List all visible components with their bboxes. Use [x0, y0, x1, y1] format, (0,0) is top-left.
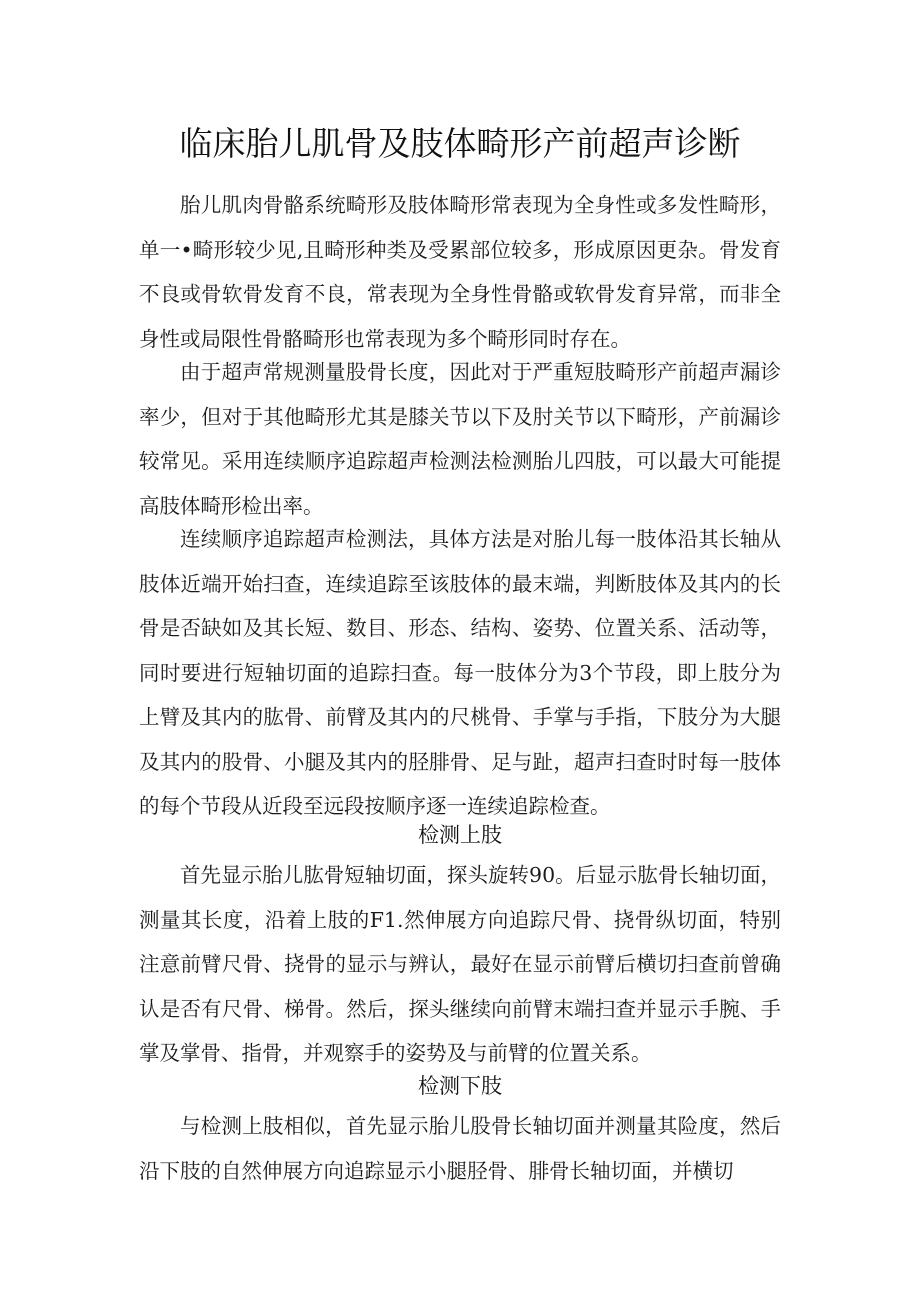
paragraph-tracking-method: 连续顺序追踪超声检测法，具体方法是对胎儿每一肢体沿其长轴从肢体近端开始扫查，连续追踪至该肢体的最末端，判断肢体及其内的长骨是否缺如及其长短、数目、形态、结构、姿势、位置关系、活动等，同时要进行短轴切面的追踪扫查。每一肢体分为3个节段，即上肢分为上臂及其内的肱骨、前臂及其内的尺桃骨、手掌与手指，下肢分为大腿及其内的股骨、小腿及其内的胫腓骨、足与趾，超声扫查时时每一肢体的每个节段从近段至远段按顺序逐一连续追踪检查。	[139, 527, 781, 818]
section-heading-lower-limb: 检测下肢	[418, 1074, 502, 1098]
document-title: 临床胎儿肌骨及肢体畸形产前超声诊断	[179, 124, 741, 163]
paragraph-upper-limb: 首先显示胎儿肱骨短轴切面，探头旋转90。后显示肱骨长轴切面，测量其长度，沿着上肢的F1.然伸展方向追踪尺骨、挠骨纵切面，特别注意前臂尺骨、挠骨的显示与辨认，最好在显示前臂后横切扫查前曾确认是否有尺骨、梯骨。然后，探头继续向前臂末端扫查并显示手腕、手掌及掌骨、指骨，并观察手的姿势及与前臂的位置关系。	[139, 863, 781, 1065]
paragraph-lower-limb: 与检测上肢相似，首先显示胎儿股骨长轴切面并测量其险度，然后沿下肢的自然伸展方向追踪显示小腿胫骨、腓骨长轴切面，并横切	[139, 1114, 781, 1183]
section-heading-upper-limb: 检测上肢	[418, 823, 502, 847]
paragraph-intro: 胎儿肌肉骨骼系统畸形及肢体畸形常表现为全身性或多发性畸形，单一•畸形较少见,且畸形种类及受累部位较多，形成原因更杂。骨发育不良或骨软骨发育不良，常表现为全身性骨骼或软骨发育异常，而非全身性或局限性骨骼畸形也常表现为多个畸形同时存在。	[139, 193, 781, 351]
paragraph-missed-diagnosis: 由于超声常规测量股骨长度，因此对于严重短肢畸形产前超声漏诊率少，但对于其他畸形尤其是膝关节以下及肘关节以下畸形，产前漏诊较常见。采用连续顺序追踪超声检测法检测胎儿四肢，可以最大可能提高肢体畸形检出率。	[139, 360, 781, 518]
